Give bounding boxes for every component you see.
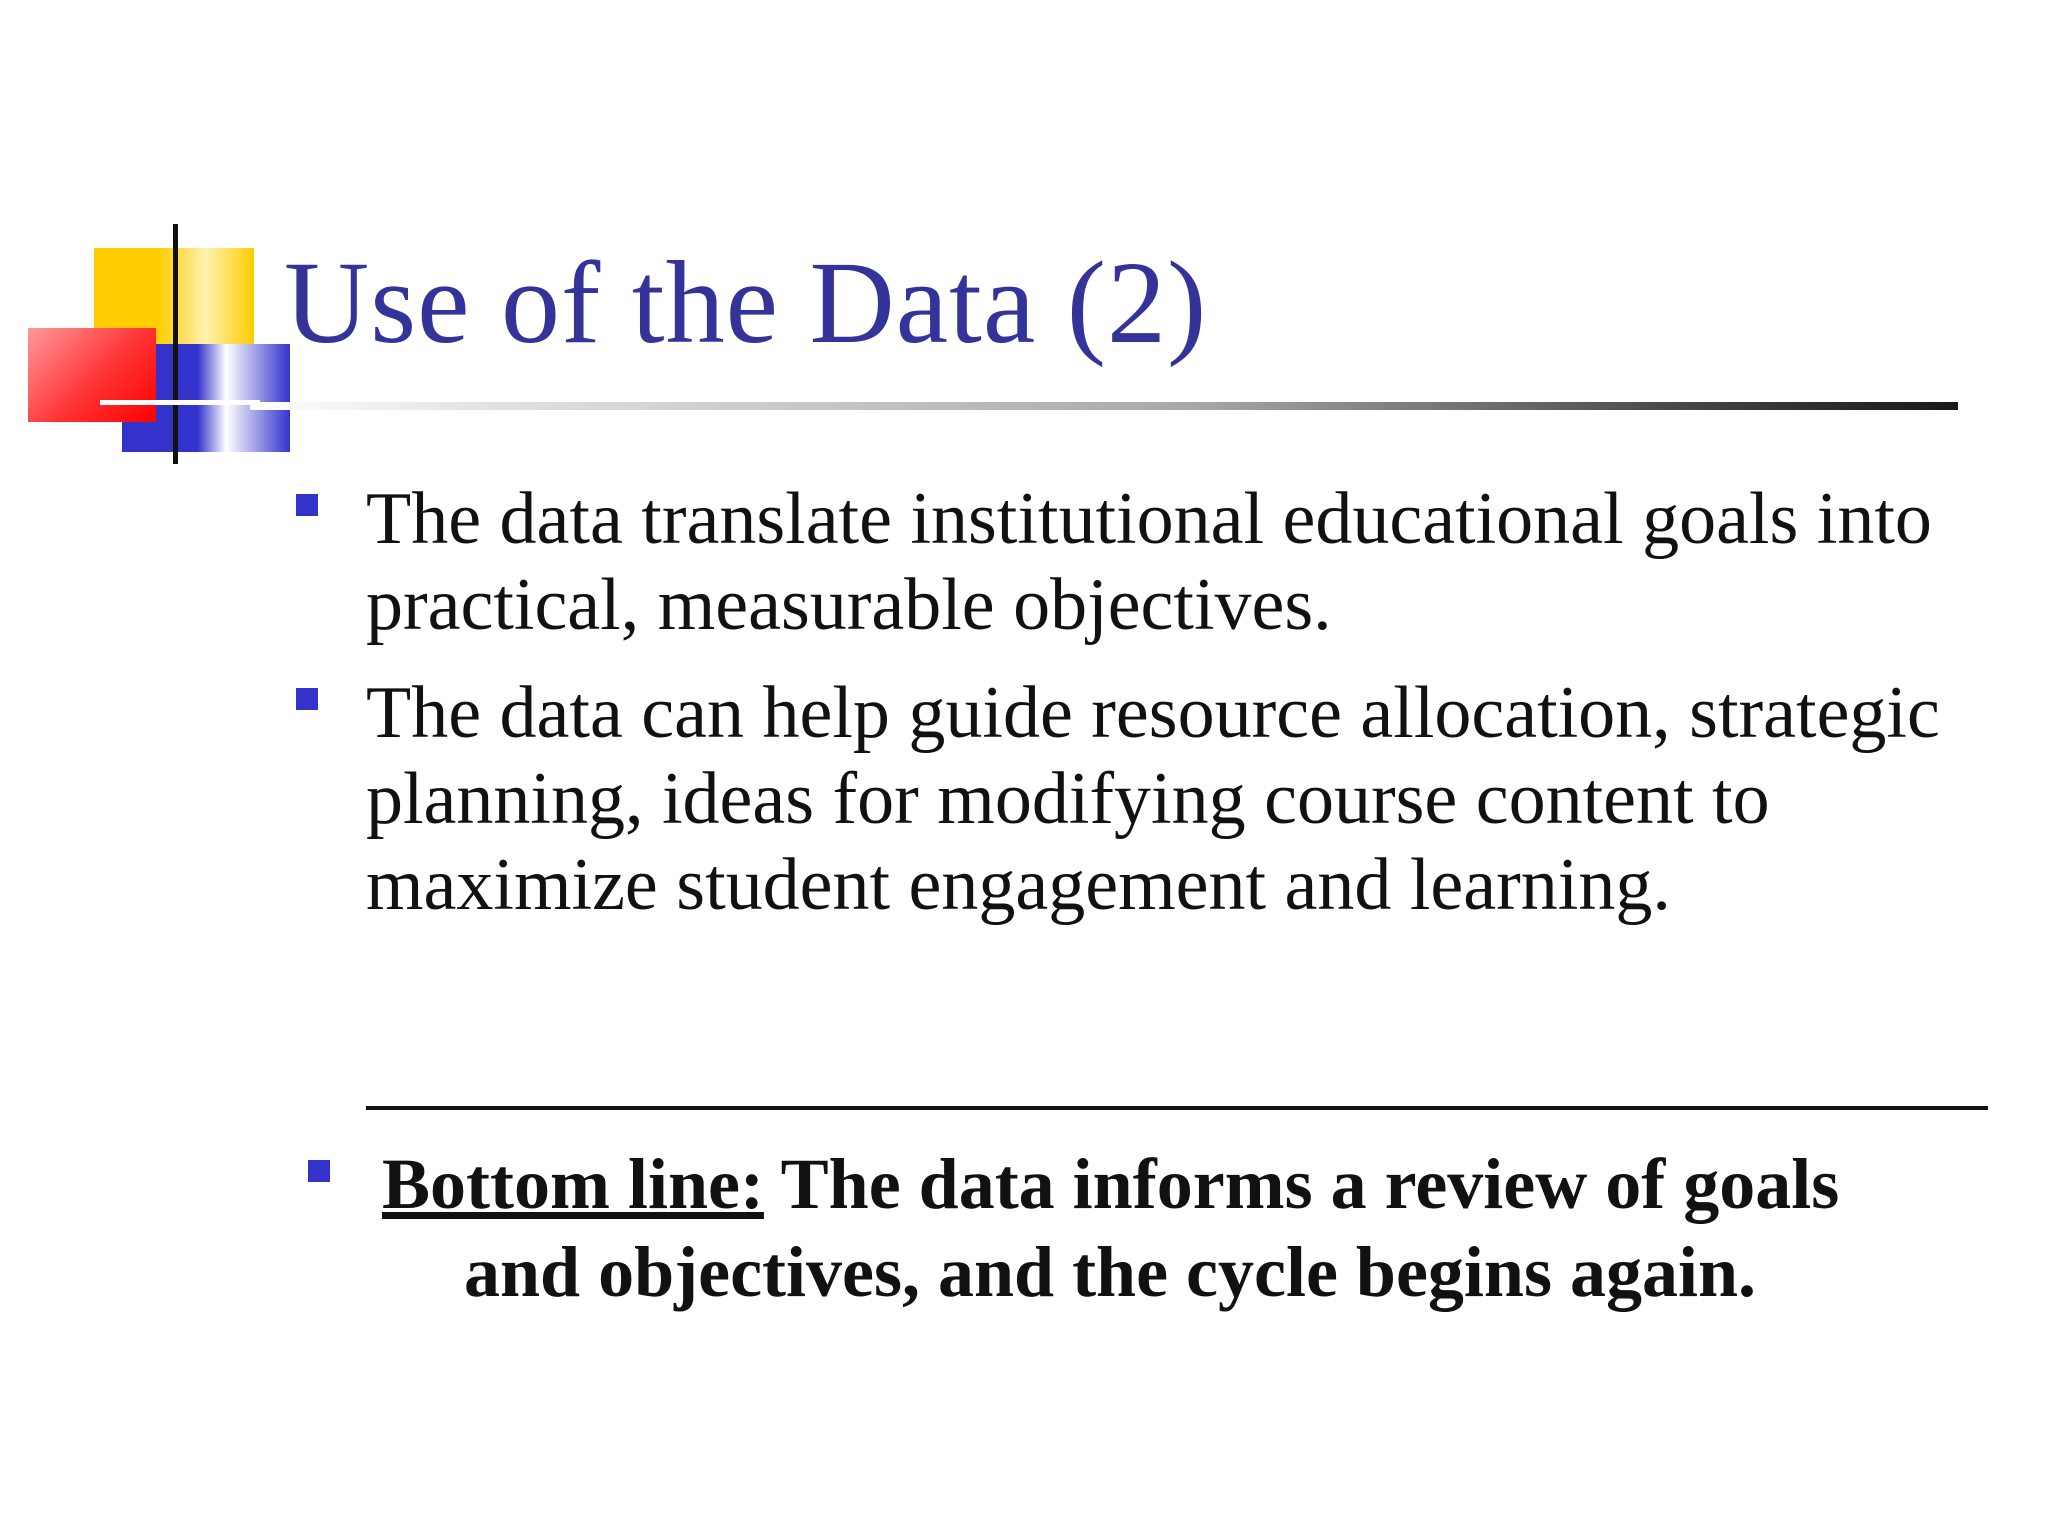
bottom-line-lead: Bottom line: <box>382 1144 764 1224</box>
bottom-line-text-2: and objectives, and the cycle begins again. <box>464 1232 1757 1312</box>
bullet-square-icon <box>296 688 318 710</box>
bottom-line-statement <box>382 1140 2022 1316</box>
bullet-item: The data can help guide resource allocation, strategic planning, ideas for modifying course content to maximize student engagement and learning. <box>366 672 1940 926</box>
divider-rule <box>366 1106 1988 1110</box>
bullet-square-icon <box>296 494 318 516</box>
slide-title: Use of the Data (2) <box>284 237 1208 368</box>
logo-horizontal-line <box>100 400 260 405</box>
logo-red-square <box>28 328 156 422</box>
bullet-item: The data translate institutional educational goals into practical, measurable objectives. <box>366 478 1932 646</box>
bullet-square-icon <box>308 1160 330 1182</box>
bottom-line-text-1: The data informs a review of goals <box>763 1144 1840 1224</box>
title-underline-rule <box>250 402 1958 410</box>
logo-vertical-line <box>173 224 178 464</box>
